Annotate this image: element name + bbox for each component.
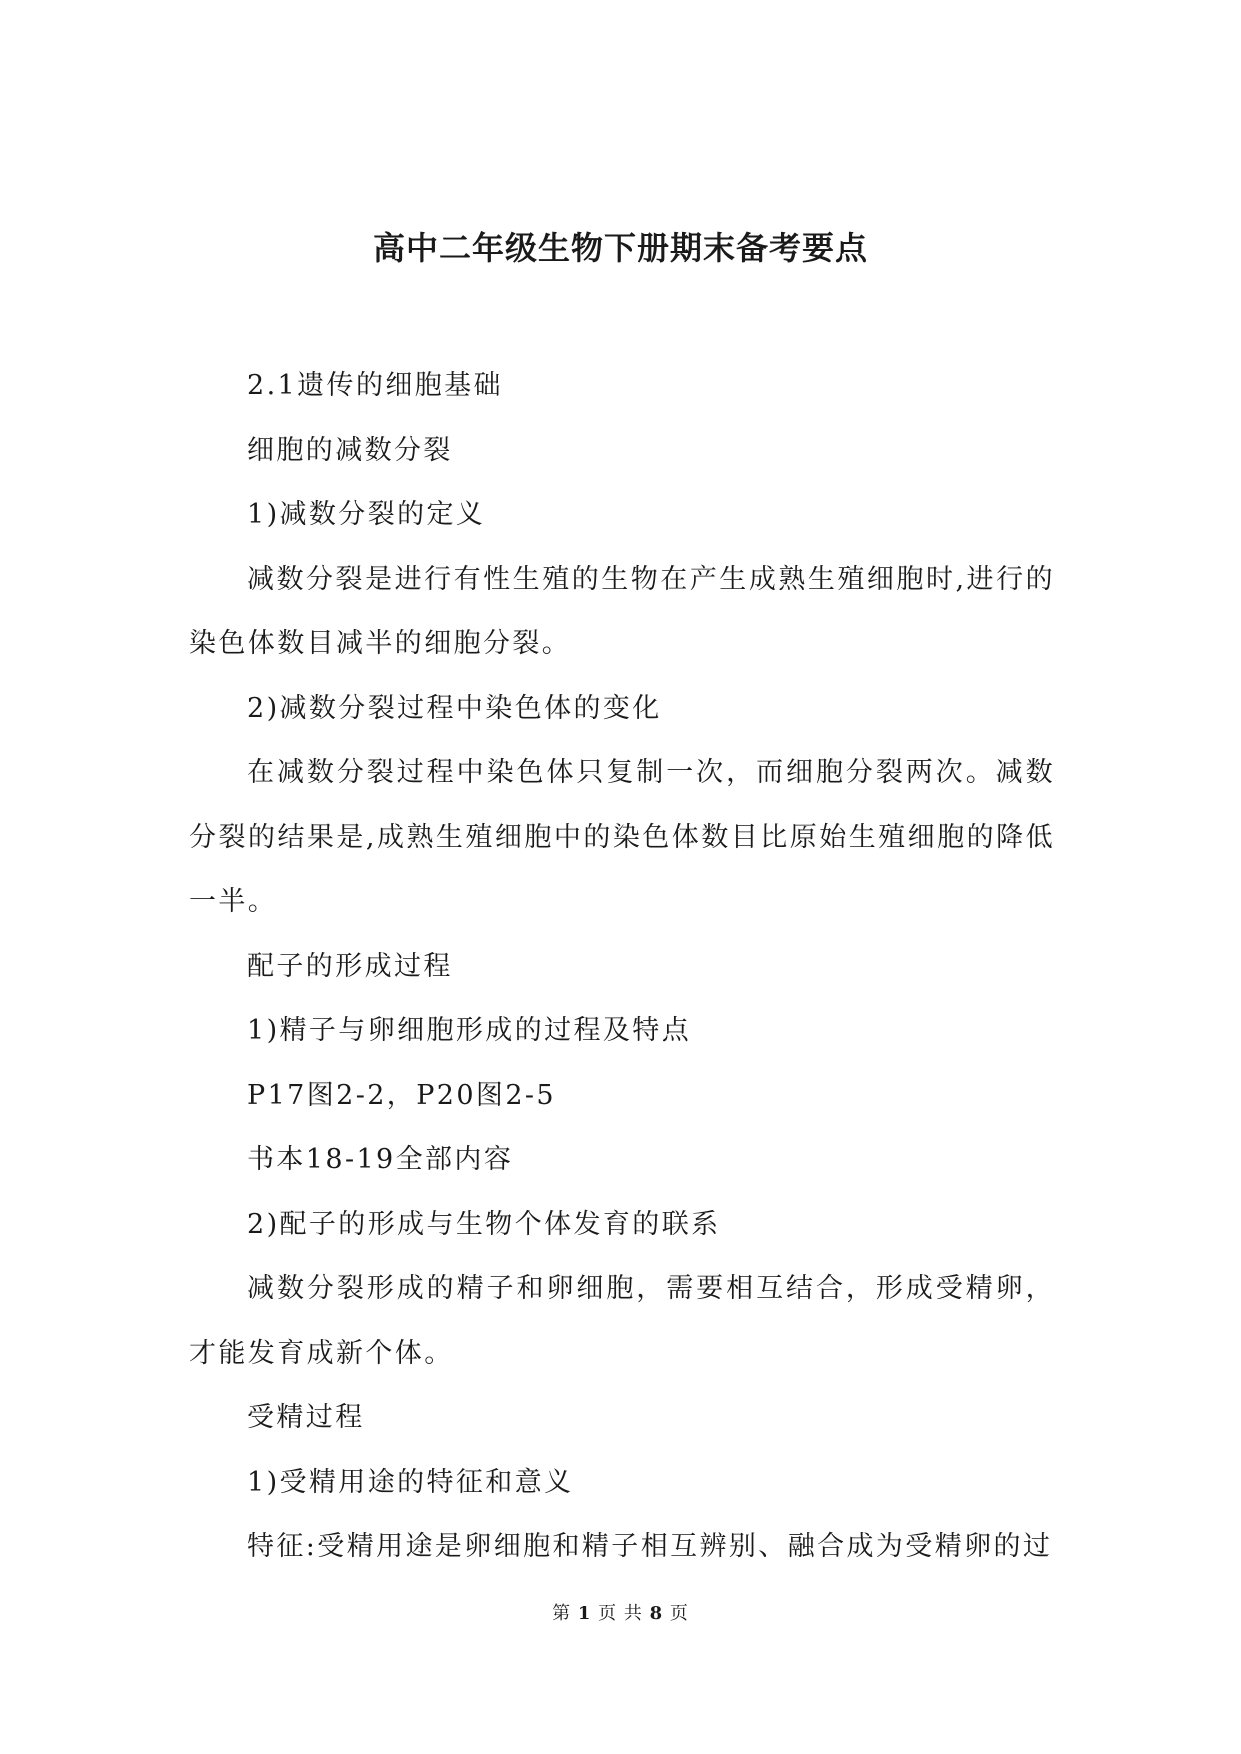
paragraph: 书本18-19全部内容: [247, 1144, 514, 1175]
paragraph: 特征:受精用途是卵细胞和精子相互辨别、融合成为受精卵的过: [247, 1531, 1053, 1562]
paragraph: 减数分裂形成的精子和卵细胞，需要相互结合，形成受精卵，才能发育成新个体。: [189, 1273, 1055, 1369]
page-footer: [0, 1600, 1241, 1628]
total-page-count: 8: [649, 1603, 664, 1624]
document-title: 高中二年级生物下册期末备考要点: [372, 229, 868, 267]
paragraph: 配子的形成过程: [247, 950, 453, 982]
paragraph: 2)配子的形成与生物个体发育的联系: [247, 1208, 721, 1240]
paragraph: 2)减数分裂过程中染色体的变化: [247, 692, 662, 724]
paragraph: 减数分裂是进行有性生殖的生物在产生成熟生殖细胞时,进行的染色体数目减半的细胞分裂。: [189, 563, 1055, 659]
paragraph: 在减数分裂过程中染色体只复制一次，而细胞分裂两次。减数分裂的结果是,成熟生殖细胞中的染色体数目比原始生殖细胞的降低一半。: [189, 757, 1055, 917]
footer-suffix: 页: [669, 1603, 689, 1624]
document-body: [189, 354, 1055, 1580]
paragraph: 受精过程: [247, 1402, 365, 1433]
paragraph: 细胞的减数分裂: [247, 434, 453, 466]
current-page-number: 1: [577, 1603, 592, 1624]
paragraph: 1)精子与卵细胞形成的过程及特点: [247, 1015, 692, 1046]
paragraph: 1)受精用途的特征和意义: [247, 1466, 574, 1498]
paragraph: P17图2-2，P20图2-5: [247, 1079, 557, 1111]
footer-prefix: 第: [552, 1603, 572, 1624]
paragraph: 2.1遗传的细胞基础: [247, 370, 503, 401]
footer-middle: 页 共: [598, 1603, 643, 1624]
paragraph: 1)减数分裂的定义: [247, 499, 486, 530]
